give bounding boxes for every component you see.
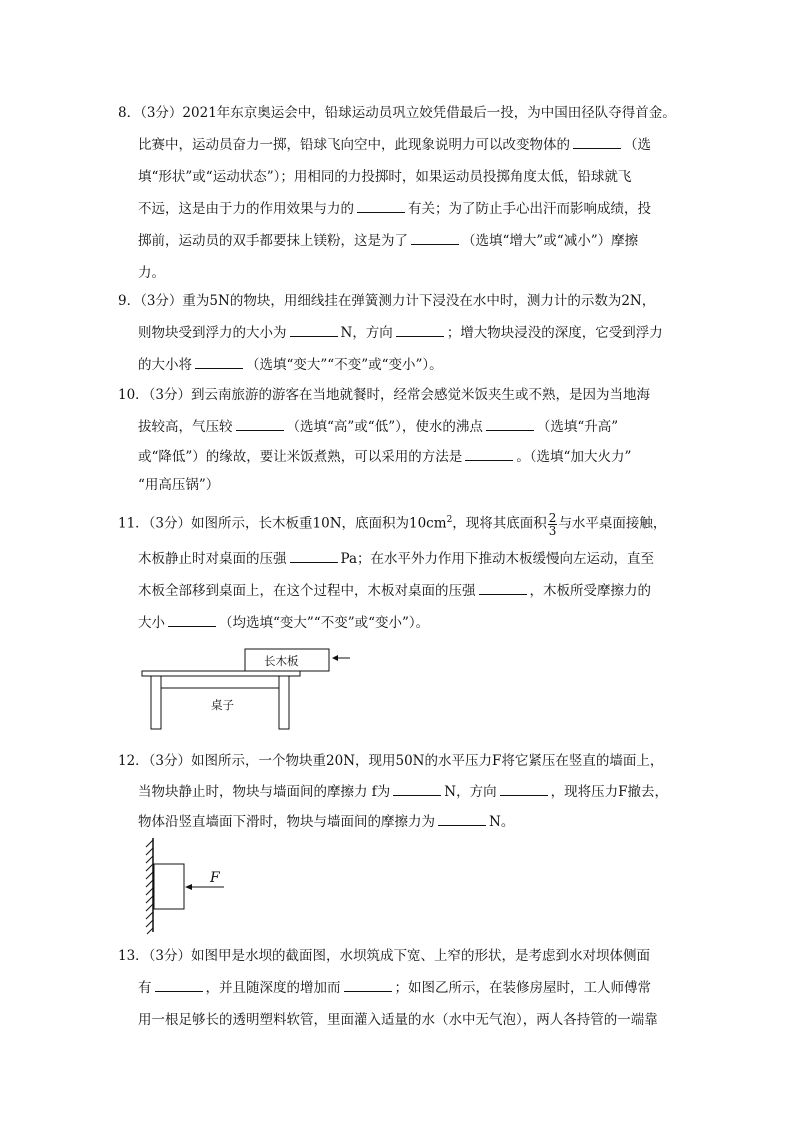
q8-line-4: 不远，这是由于力的作用效果与力的 有关；为了防止手心出汗而影响成绩，投 [138, 201, 651, 217]
q12-line-2: 当物块静止时，物块与墙面间的摩擦力 f为 N，方向 ，现将压力F撤去， [138, 784, 668, 800]
q11-line-1: 11．（3分）如图所示，长木板重10N，底面积为$10cm^2$，现将其底面积 $\frac{2}{3}$ 与水平桌面接触， [118, 510, 667, 538]
answer-blank[interactable] [465, 448, 513, 461]
q12-line-3: 物体沿竖直墙面下滑时，物块与墙面间的摩擦力为 N。 [138, 814, 515, 830]
q11-line-2: 木板静止时对桌面的压强 Pa；在水平外力作用下推动木板缓慢向左运动，直至 [138, 551, 655, 567]
answer-blank[interactable] [236, 418, 284, 431]
q10-line-4: “用高压锅”） [138, 477, 220, 493]
force-label: F [210, 870, 220, 886]
q10-line-3: 或“降低”）的缘故，要让米饭煮熟，可以采用的方法是 。（选填“加大火力” [138, 449, 632, 465]
answer-blank[interactable] [411, 232, 459, 245]
board-label: 长木板 [264, 654, 299, 668]
q9-line-3: 的大小将 （选填“变大”“不变”或“变小”）。 [138, 357, 443, 373]
table-leg-right [279, 676, 289, 729]
q12-line-1: 12．（3分）如图所示，一个物块重20N，现用50N的水平压力F将它紧压在竖直的墙面上， [118, 753, 664, 769]
answer-blank[interactable] [393, 783, 441, 796]
answer-blank[interactable] [438, 813, 486, 826]
answer-blank[interactable] [573, 136, 621, 149]
answer-blank[interactable] [396, 324, 444, 337]
q13-line-1: 13．（3分）如图甲是水坝的截面图，水坝筑成下宽、上窄的形状，是考虑到水对坝体侧面 [118, 948, 651, 964]
answer-blank[interactable] [155, 979, 203, 992]
q8-line-3: 填“形状”或“运动状态”）；用相同的力投掷时，如果运动员投掷角度太低，铅球就飞 [138, 169, 632, 185]
q13-line-2: 有 ，并且随深度的增加而 ；如图乙所示，在装修房屋时，工人师傅常 [138, 980, 651, 996]
answer-blank[interactable] [290, 550, 338, 563]
q8-line-6: 力。 [138, 265, 165, 281]
q9-line-2: 则物块受到浮力的大小为 N，方向 ；增大物块浸没的深度，它受到浮力 [138, 325, 663, 341]
answer-blank[interactable] [486, 418, 534, 431]
answer-blank[interactable] [195, 356, 243, 369]
answer-blank[interactable] [168, 614, 216, 627]
q11-line-3: 木板全部移到桌面上，在这个过程中，木板对桌面的压强 ，木板所受摩擦力的 [138, 583, 651, 599]
q8-line-2: 比赛中，运动员奋力一掷，铅球飞向空中，此现象说明力可以改变物体的 （选 [138, 137, 651, 153]
q8-line-1: 8．（3分）2021年东京奥运会中，铅球运动员巩立姣凭借最后一投，为中国田径队夺得首金。 [118, 105, 676, 121]
board-table-diagram [140, 645, 360, 735]
table-top [142, 671, 300, 676]
push-arrow-icon [332, 655, 338, 661]
table-label: 桌子 [211, 698, 234, 712]
q10-line-2: 拔较高，气压较 （选填“高”或“低”），使水的沸点 （选填“升高” [138, 419, 619, 435]
answer-blank[interactable] [357, 200, 405, 213]
answer-blank[interactable] [479, 582, 527, 595]
force-arrow-icon [185, 884, 192, 890]
board-table-figure [140, 645, 360, 735]
fraction: $\frac{2}{3}$ [548, 510, 557, 538]
block [154, 864, 184, 909]
q11-line-4: 大小 （均选填“变大”“不变”或“变小”）。 [138, 615, 430, 631]
q9-line-1: 9．（3分）重为5N的物块，用细线挂在弹簧测力计下浸没在水中时，测力计的示数为2N， [118, 293, 656, 309]
wall-block-diagram [138, 836, 238, 936]
q10-line-1: 10．（3分）到云南旅游的游客在当地就餐时，经常会感觉米饭夹生或不熟，是因为当地海 [118, 387, 651, 403]
answer-blank[interactable] [290, 324, 338, 337]
wall-hatching [146, 840, 153, 934]
q13-line-3: 用一根足够长的透明塑料软管，里面灌入适量的水（水中无气泡），两人各持管的一端靠 [138, 1012, 658, 1028]
answer-blank[interactable] [500, 783, 548, 796]
wall-block-figure [138, 836, 238, 936]
table-leg-left [151, 676, 161, 729]
q8-line-5: 掷前，运动员的双手都要抹上镁粉，这是为了 （选填“增大”或“减小”）摩擦 [138, 233, 639, 249]
answer-blank[interactable] [344, 979, 392, 992]
